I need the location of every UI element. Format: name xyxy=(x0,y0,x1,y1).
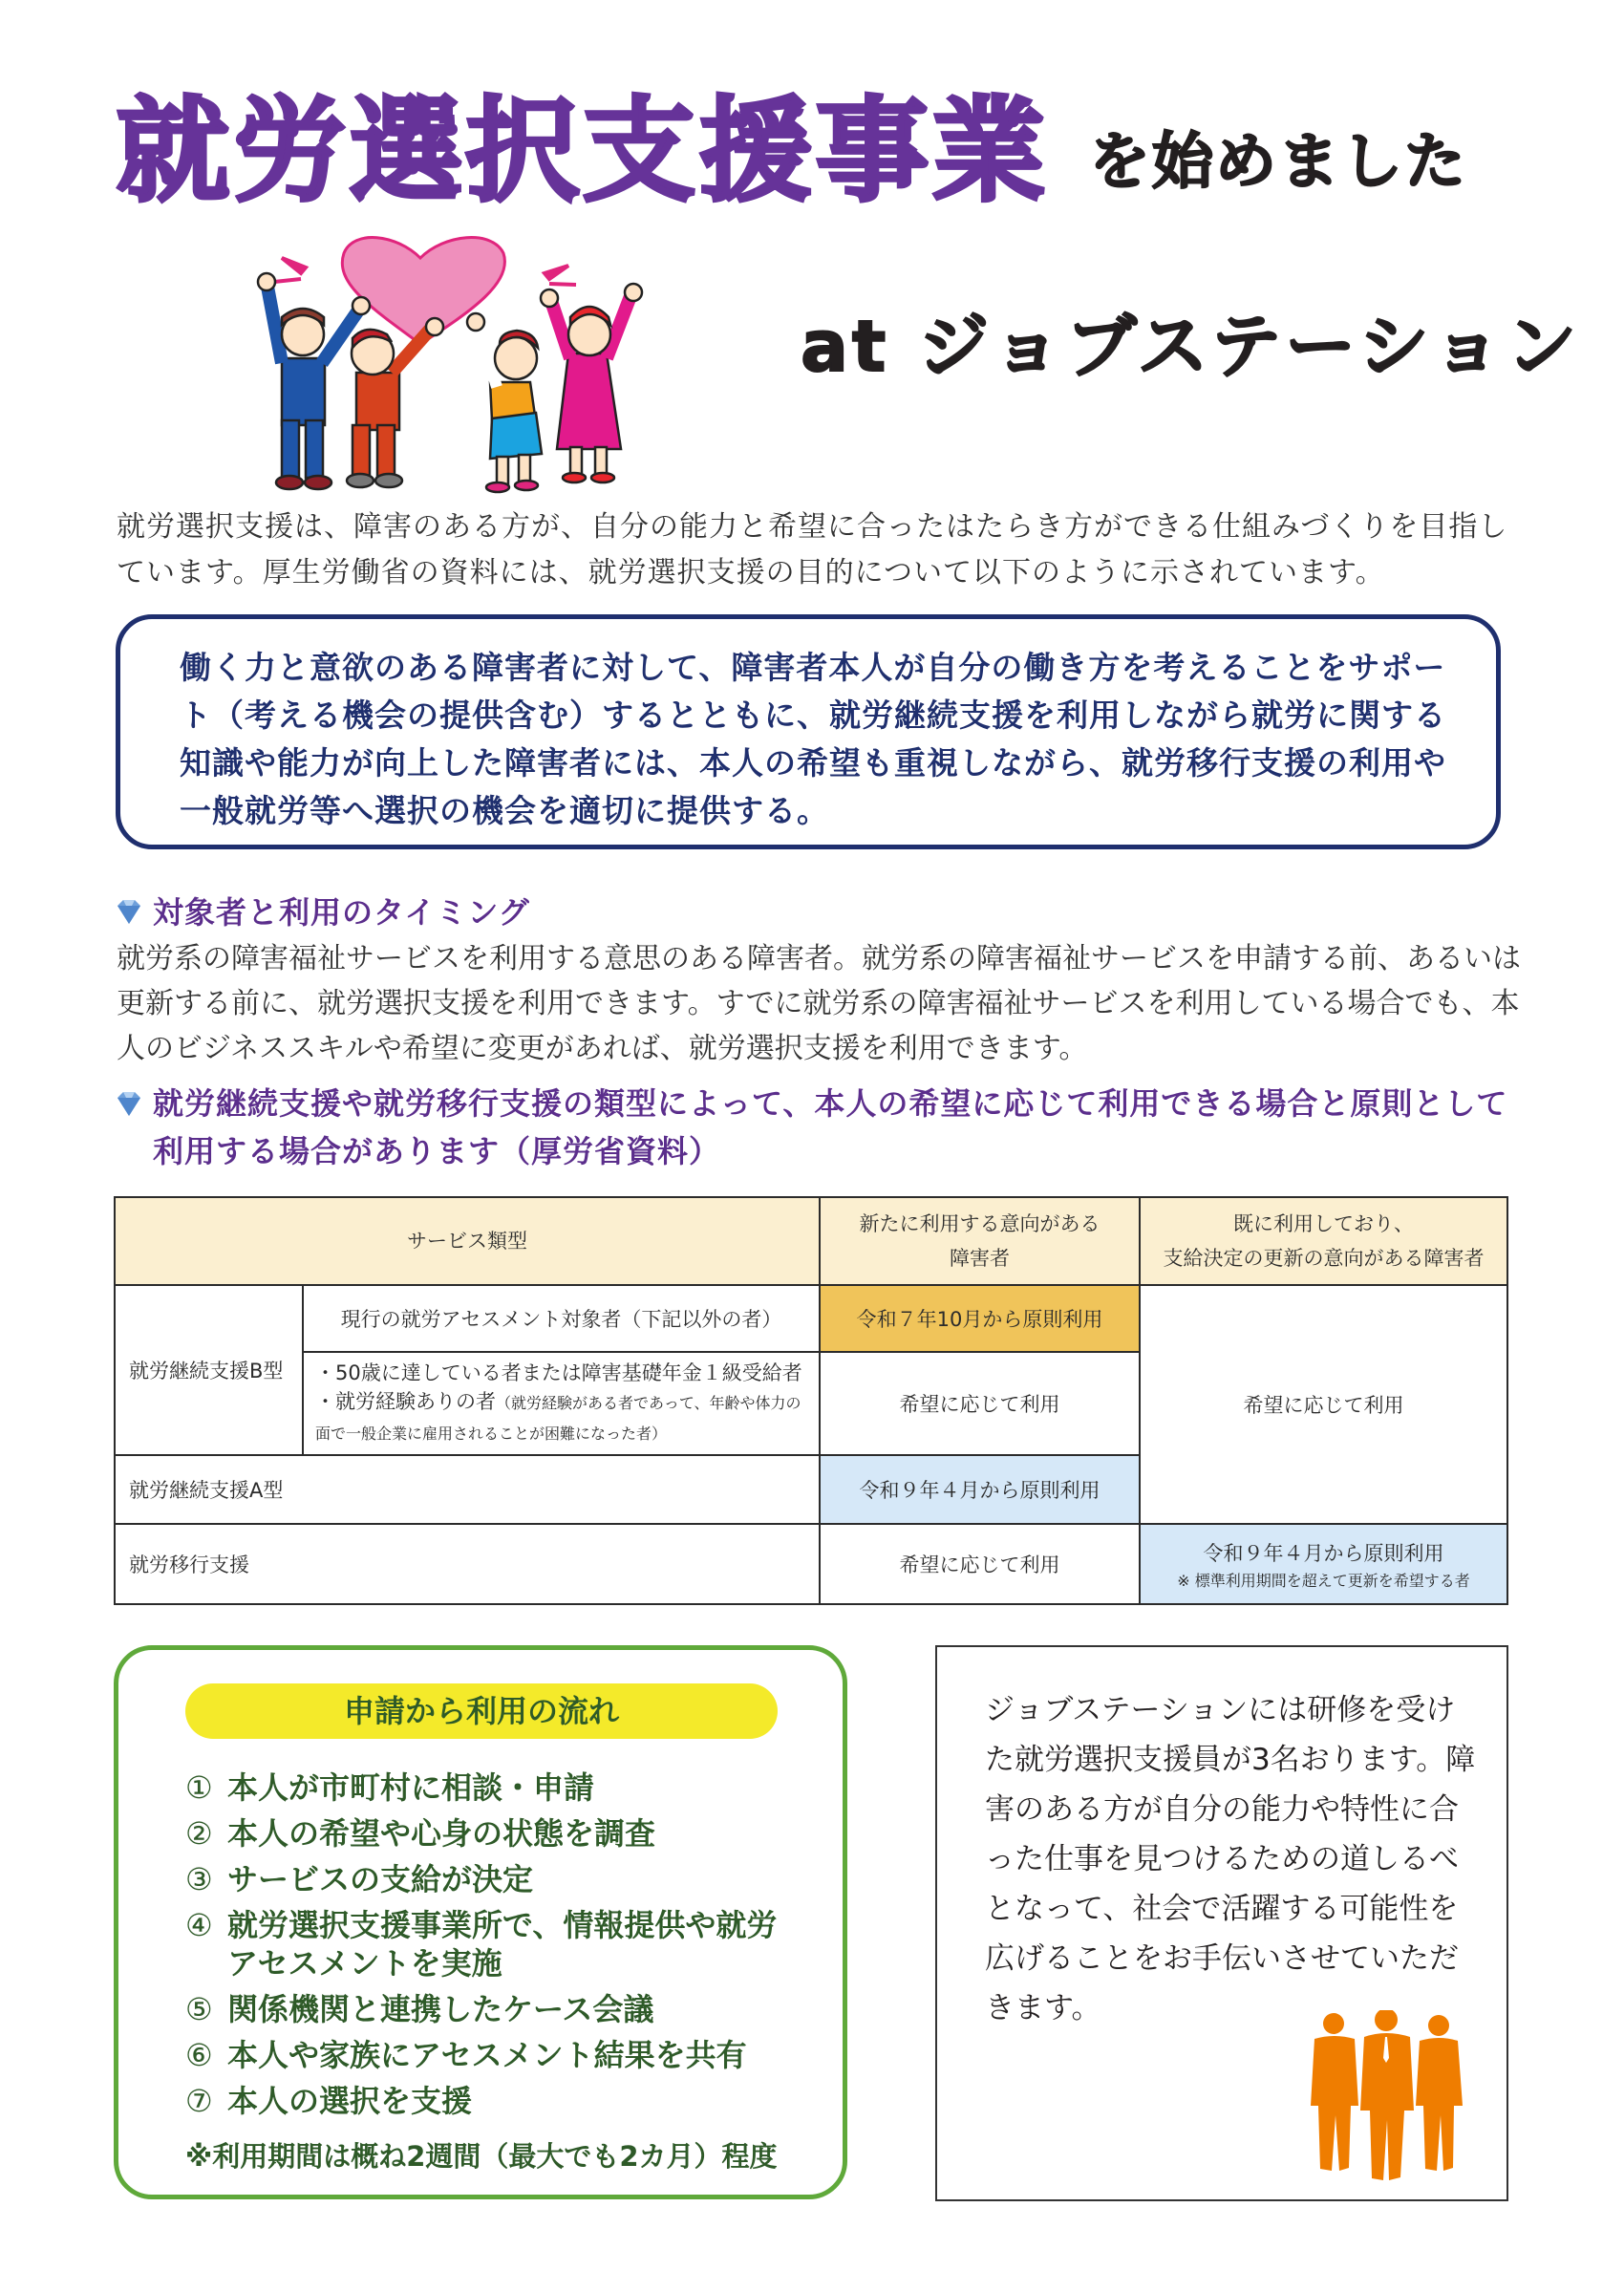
step-text: サービスの支給が決定 xyxy=(227,1861,534,1897)
step-text: 就労選択支援事業所で、情報提供や就労アセスメントを実施 xyxy=(227,1907,778,1982)
flow-step xyxy=(185,1765,835,1811)
flow-duration-note: ※利用期間は概ね2週間（最大でも2カ月）程度 xyxy=(185,2140,778,2173)
step-text: 本人の希望や心身の状態を調査 xyxy=(227,1815,656,1852)
diamond-icon xyxy=(115,897,143,926)
flow-step xyxy=(185,2078,835,2124)
b-type-sub2-line2: ・就労経験ありの者 xyxy=(315,1390,496,1413)
b-a-existing: 希望に応じて利用 xyxy=(1140,1285,1507,1524)
diamond-icon xyxy=(115,1089,143,1118)
b-type-sub2-note: （就労経験がある者であって、年齢や体力の面で一般企業に雇用されることが困難になった者） xyxy=(315,1394,801,1443)
a-type-new: 令和９年４月から原則利用 xyxy=(820,1455,1140,1524)
transition-existing-note: ※ 標準利用期間を超えて更新を希望する者 xyxy=(1177,1571,1470,1590)
section-heading-target-timing xyxy=(115,889,530,936)
b-type-sub2-new: 希望に応じて利用 xyxy=(820,1352,1140,1455)
flow-step xyxy=(185,1986,835,2032)
table-row xyxy=(115,1285,1507,1352)
transition-existing-main: 令和９年４月から原則利用 xyxy=(1203,1541,1444,1565)
step-number: ⑥ xyxy=(185,2037,213,2073)
b-type-sub1-new: 令和７年10月から原則利用 xyxy=(820,1285,1140,1352)
section-heading-service-types xyxy=(115,1080,1519,1175)
service-type-table xyxy=(114,1196,1508,1605)
header-service-type: サービス類型 xyxy=(115,1197,820,1285)
step-number: ① xyxy=(185,1769,213,1806)
b-type-sub1: 現行の就労アセスメント対象者（下記以外の者） xyxy=(303,1285,820,1352)
header-existing-users xyxy=(1140,1197,1507,1285)
flow-step xyxy=(185,1856,835,1902)
section-heading-line1: 就労継続支援や就労移行支援の類型によって、本人の希望に応じて利用できる場合と原則として xyxy=(153,1085,1508,1122)
staff-info-text: ジョブステーションには研修を受けた就労選択支援員が3名おります。障害のある方が自分の能力や特性に合った仕事を見つけるための道しるべとなって、社会で活躍する可能性を広げることをお手伝いさせていただきます。 xyxy=(985,1693,1476,2025)
application-flow-box xyxy=(114,1645,847,2199)
flow-step xyxy=(185,1906,835,1982)
businessmen-silhouette-icon xyxy=(1305,2010,1467,2182)
section-heading-line2: 利用する場合があります（厚労省資料） xyxy=(153,1133,721,1169)
flow-step xyxy=(185,2032,835,2078)
people-holding-heart-illustration xyxy=(253,229,673,497)
purpose-quote-box xyxy=(116,614,1501,849)
header-existing-line1: 既に利用しており、 xyxy=(1233,1212,1414,1235)
intro-paragraph: 就労選択支援は、障害のある方が、自分の能力と希望に合ったはたらき方ができる仕組みづくりを目指しています。厚生労働省の資料には、就労選択支援の目的について以下のように示されています。 xyxy=(117,510,1508,589)
section-heading-text: 対象者と利用のタイミング xyxy=(153,894,530,931)
flow-step xyxy=(185,1811,835,1856)
row-label-transition: 就労移行支援 xyxy=(115,1524,820,1604)
header-new-users-line2: 障害者 xyxy=(950,1247,1010,1270)
flow-title: 申請から利用の流れ xyxy=(185,1683,778,1739)
b-type-sub2 xyxy=(303,1352,820,1455)
header-existing-line2: 支給決定の更新の意向がある障害者 xyxy=(1163,1247,1485,1270)
staff-info-box xyxy=(935,1645,1508,2201)
step-number: ② xyxy=(185,1815,213,1852)
purpose-quote-text: 働く力と意欲のある障害者に対して、障害者本人が自分の働き方を考えることをサポート（考える機会の提供含む）するとともに、就労継続支援を利用しながら就労に関する知識や能力が向上した障害者には、本人の希望も重視しながら、就労移行支援の利用や一般就労等へ選択の機会を適切に提供する。 xyxy=(180,649,1446,829)
transition-existing xyxy=(1140,1524,1507,1604)
b-type-sub2-line1: ・50歳に達している者または障害基礎年金１級受給者 xyxy=(315,1361,802,1384)
row-label-a-type: 就労継続支援A型 xyxy=(115,1455,820,1524)
step-text: 本人が市町村に相談・申請 xyxy=(227,1769,595,1806)
header-new-users-line1: 新たに利用する意向がある xyxy=(859,1212,1100,1235)
step-number: ⑦ xyxy=(185,2083,213,2119)
flow-steps-list xyxy=(185,1765,835,2124)
header-new-users xyxy=(820,1197,1140,1285)
row-label-b-type: 就労継続支援B型 xyxy=(115,1285,303,1455)
page-title: 就労選択支援事業 xyxy=(117,85,1050,217)
page-subtitle-location: at ジョブステーション xyxy=(801,306,1581,388)
step-text: 本人や家族にアセスメント結果を共有 xyxy=(227,2037,747,2073)
transition-new: 希望に応じて利用 xyxy=(820,1524,1140,1604)
step-text: 本人の選択を支援 xyxy=(227,2083,473,2119)
section-body-target-timing: 就労系の障害福祉サービスを利用する意思のある障害者。就労系の障害福祉サービスを申請する前、あるいは更新する前に、就労選択支援を利用できます。すでに就労系の障害福祉サービスを利用している場合でも、本人のビジネススキルや希望に変更があれば、就労選択支援を利用できます。 xyxy=(117,942,1521,1065)
step-text: 関係機関と連携したケース会議 xyxy=(227,1991,654,2027)
page-title-suffix: を始めました xyxy=(1089,127,1467,198)
step-number: ⑤ xyxy=(185,1991,213,2027)
step-number: ③ xyxy=(185,1861,213,1897)
step-number: ④ xyxy=(185,1907,213,1943)
table-row xyxy=(115,1524,1507,1604)
